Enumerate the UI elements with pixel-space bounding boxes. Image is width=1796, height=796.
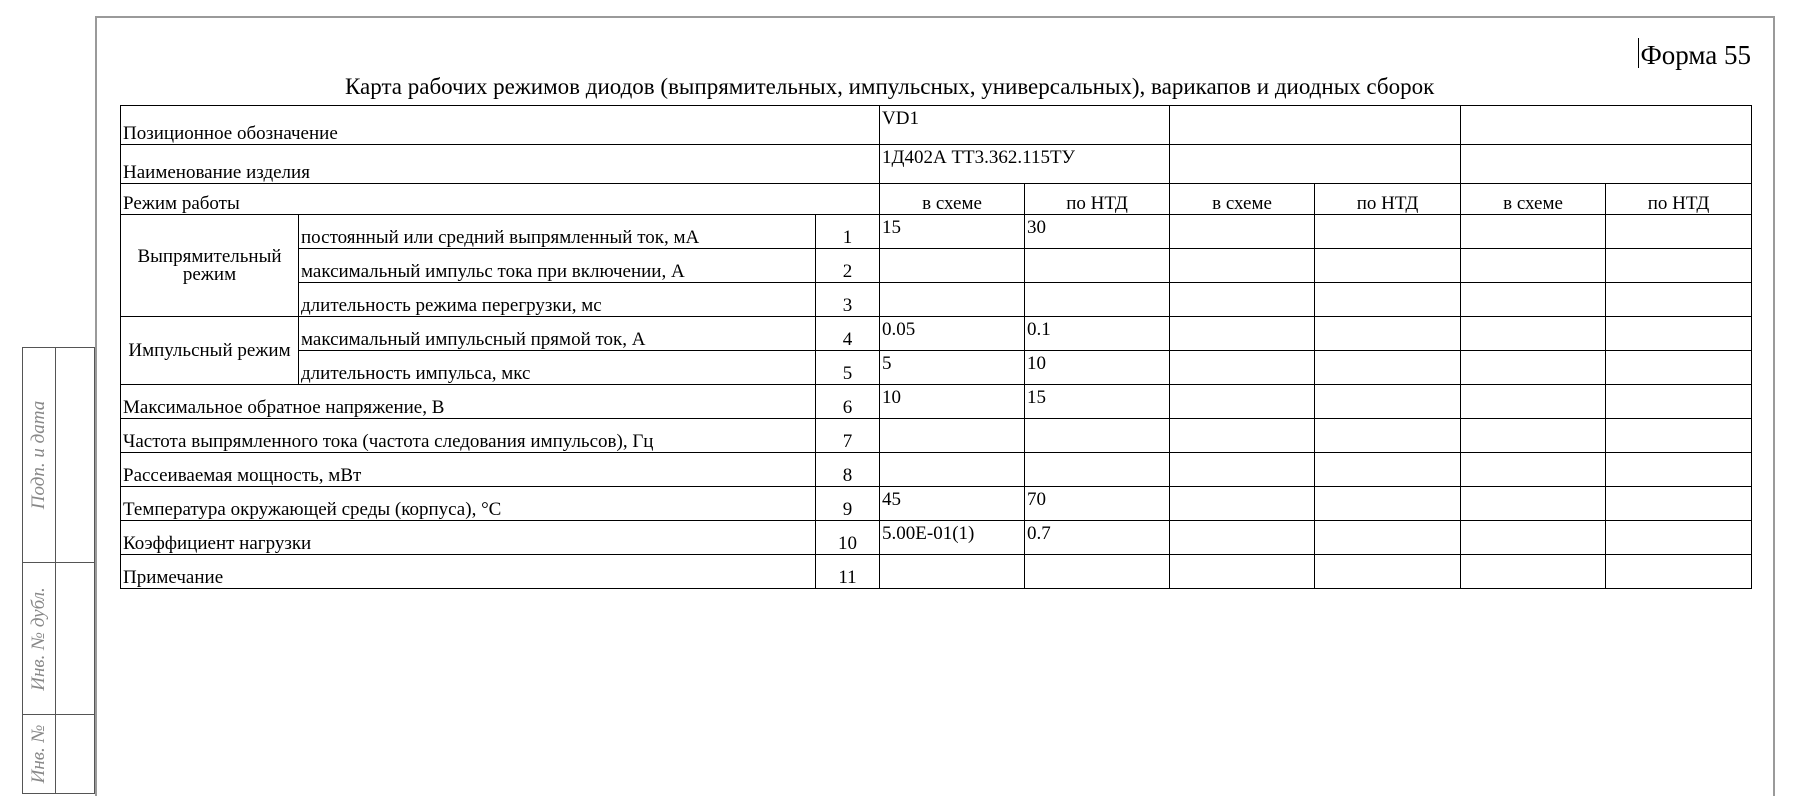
cell-empty[interactable] (1461, 419, 1606, 453)
cell-empty[interactable] (1315, 283, 1461, 317)
col-header: по НТД (1315, 184, 1461, 215)
cell-empty[interactable] (1170, 521, 1315, 555)
form-number (1638, 38, 1751, 71)
cell-empty[interactable] (1461, 521, 1606, 555)
row-number: 8 (816, 453, 880, 487)
col-header: в схеме (1170, 184, 1315, 215)
cell-ntd[interactable]: 30 (1025, 215, 1170, 249)
modes-table (120, 105, 1752, 589)
col-header: по НТД (1025, 184, 1170, 215)
cell-empty[interactable] (1461, 351, 1606, 385)
row-label: Коэффициент нагрузки (121, 521, 816, 555)
row-label: Примечание (121, 555, 816, 589)
cell-ntd[interactable]: 0.1 (1025, 317, 1170, 351)
cell-empty[interactable] (1461, 453, 1606, 487)
cell-empty[interactable] (1170, 249, 1315, 283)
cell-empty[interactable] (1461, 555, 1606, 589)
product-value[interactable]: 1Д402А ТТ3.362.115ТУ (880, 145, 1170, 184)
row-number: 3 (816, 283, 880, 317)
row-label: длительность режима перегрузки, мс (299, 283, 816, 317)
row-number: 5 (816, 351, 880, 385)
table-row (121, 385, 1752, 419)
table-row (121, 106, 1752, 145)
cell-empty[interactable] (1315, 215, 1461, 249)
cell-empty[interactable] (1315, 385, 1461, 419)
table-row (121, 145, 1752, 184)
cell-empty[interactable] (1170, 385, 1315, 419)
cell-ntd[interactable] (1025, 249, 1170, 283)
cell-scheme[interactable]: 0.05 (880, 317, 1025, 351)
position-label: Позиционное обозначение (121, 106, 880, 145)
col-header: в схеме (1461, 184, 1606, 215)
table-row (121, 419, 1752, 453)
table-row (121, 215, 1752, 249)
cell-empty[interactable] (1315, 351, 1461, 385)
cell-scheme[interactable] (880, 419, 1025, 453)
cell-empty[interactable] (1170, 419, 1315, 453)
stamp-label: Инв. № дубл. (28, 586, 49, 691)
cell-empty[interactable] (1315, 317, 1461, 351)
cell-scheme[interactable] (880, 249, 1025, 283)
cell-empty[interactable] (1315, 555, 1461, 589)
cell-ntd[interactable] (1025, 419, 1170, 453)
position-value-3[interactable] (1461, 106, 1752, 145)
cell-ntd[interactable] (1025, 283, 1170, 317)
table-row (121, 283, 1752, 317)
cell-ntd[interactable]: 15 (1025, 385, 1170, 419)
row-label: длительность импульса, мкс (299, 351, 816, 385)
cell-empty[interactable] (1606, 521, 1752, 555)
cell-scheme[interactable]: 10 (880, 385, 1025, 419)
col-header: по НТД (1606, 184, 1752, 215)
row-number: 7 (816, 419, 880, 453)
cell-empty[interactable] (1170, 351, 1315, 385)
cell-empty[interactable] (1606, 283, 1752, 317)
page-title: Карта рабочих режимов диодов (выпрямительных, импульсных, универсальных), варикапов и диодных сборок (345, 74, 1435, 99)
cell-empty[interactable] (1461, 487, 1606, 521)
row-label: Частота выпрямленного тока (частота следования импульсов), Гц (121, 419, 816, 453)
cell-empty[interactable] (1606, 351, 1752, 385)
row-number: 11 (816, 555, 880, 589)
cell-ntd[interactable]: 70 (1025, 487, 1170, 521)
cell-empty[interactable] (1170, 555, 1315, 589)
mode-label: Режим работы (121, 184, 880, 215)
cell-scheme[interactable]: 15 (880, 215, 1025, 249)
stamp-label: Инв. № (28, 724, 49, 784)
cell-ntd[interactable]: 10 (1025, 351, 1170, 385)
cell-scheme[interactable]: 5 (880, 351, 1025, 385)
col-header: в схеме (880, 184, 1025, 215)
row-number: 10 (816, 521, 880, 555)
row-number: 1 (816, 215, 880, 249)
product-value-3[interactable] (1461, 145, 1752, 184)
row-label: Температура окружающей среды (корпуса), °С (121, 487, 816, 521)
row-label: максимальный импульс тока при включении, А (299, 249, 816, 283)
cell-empty[interactable] (1170, 215, 1315, 249)
cell-empty[interactable] (1315, 521, 1461, 555)
cell-empty[interactable] (1606, 555, 1752, 589)
row-number: 9 (816, 487, 880, 521)
cell-ntd[interactable]: 0.7 (1025, 521, 1170, 555)
cell-empty[interactable] (1315, 249, 1461, 283)
cell-scheme[interactable] (880, 555, 1025, 589)
product-value-2[interactable] (1170, 145, 1461, 184)
cell-empty[interactable] (1170, 487, 1315, 521)
table-row (121, 351, 1752, 385)
cell-empty[interactable] (1606, 487, 1752, 521)
row-number: 4 (816, 317, 880, 351)
cell-ntd[interactable] (1025, 453, 1170, 487)
row-label: постоянный или средний выпрямленный ток, мА (299, 215, 816, 249)
row-number: 2 (816, 249, 880, 283)
cell-empty[interactable] (1170, 317, 1315, 351)
stamp-label: Подп. и дата (28, 400, 49, 510)
table-row (121, 184, 1752, 215)
row-label: максимальный импульсный прямой ток, А (299, 317, 816, 351)
cell-empty[interactable] (1606, 385, 1752, 419)
cell-empty[interactable] (1606, 249, 1752, 283)
product-label: Наименование изделия (121, 145, 880, 184)
table-row (121, 555, 1752, 589)
table-row (121, 521, 1752, 555)
cell-empty[interactable] (1606, 215, 1752, 249)
cell-empty[interactable] (1170, 453, 1315, 487)
row-label: Максимальное обратное напряжение, В (121, 385, 816, 419)
cell-empty[interactable] (1315, 453, 1461, 487)
group-pulse: Импульсный режим (121, 317, 299, 385)
stamp-inventory (22, 714, 95, 794)
cell-empty[interactable] (1315, 419, 1461, 453)
cell-empty[interactable] (1606, 317, 1752, 351)
cell-empty[interactable] (1461, 215, 1606, 249)
position-value[interactable]: VD1 (880, 106, 1170, 145)
position-value-2[interactable] (1170, 106, 1461, 145)
group-rectifier: Выпрямительный режим (121, 215, 299, 317)
cell-scheme[interactable] (880, 283, 1025, 317)
cell-empty[interactable] (1606, 453, 1752, 487)
row-number: 6 (816, 385, 880, 419)
cell-empty[interactable] (1461, 317, 1606, 351)
stamp-signature-date (22, 347, 95, 563)
stamp-duplicate-inventory (22, 562, 95, 715)
table-row (121, 249, 1752, 283)
cell-scheme[interactable]: 45 (880, 487, 1025, 521)
form-number-text: Форма 55 (1640, 40, 1751, 70)
cell-empty[interactable] (1606, 419, 1752, 453)
cell-empty[interactable] (1315, 487, 1461, 521)
cell-ntd[interactable] (1025, 555, 1170, 589)
cell-empty[interactable] (1461, 249, 1606, 283)
cell-scheme[interactable] (880, 453, 1025, 487)
table-row (121, 453, 1752, 487)
table-row (121, 487, 1752, 521)
table-row (121, 317, 1752, 351)
cell-empty[interactable] (1170, 283, 1315, 317)
cell-empty[interactable] (1461, 283, 1606, 317)
cell-empty[interactable] (1461, 385, 1606, 419)
row-label: Рассеиваемая мощность, мВт (121, 453, 816, 487)
cell-scheme[interactable]: 5.00Е-01(1) (880, 521, 1025, 555)
